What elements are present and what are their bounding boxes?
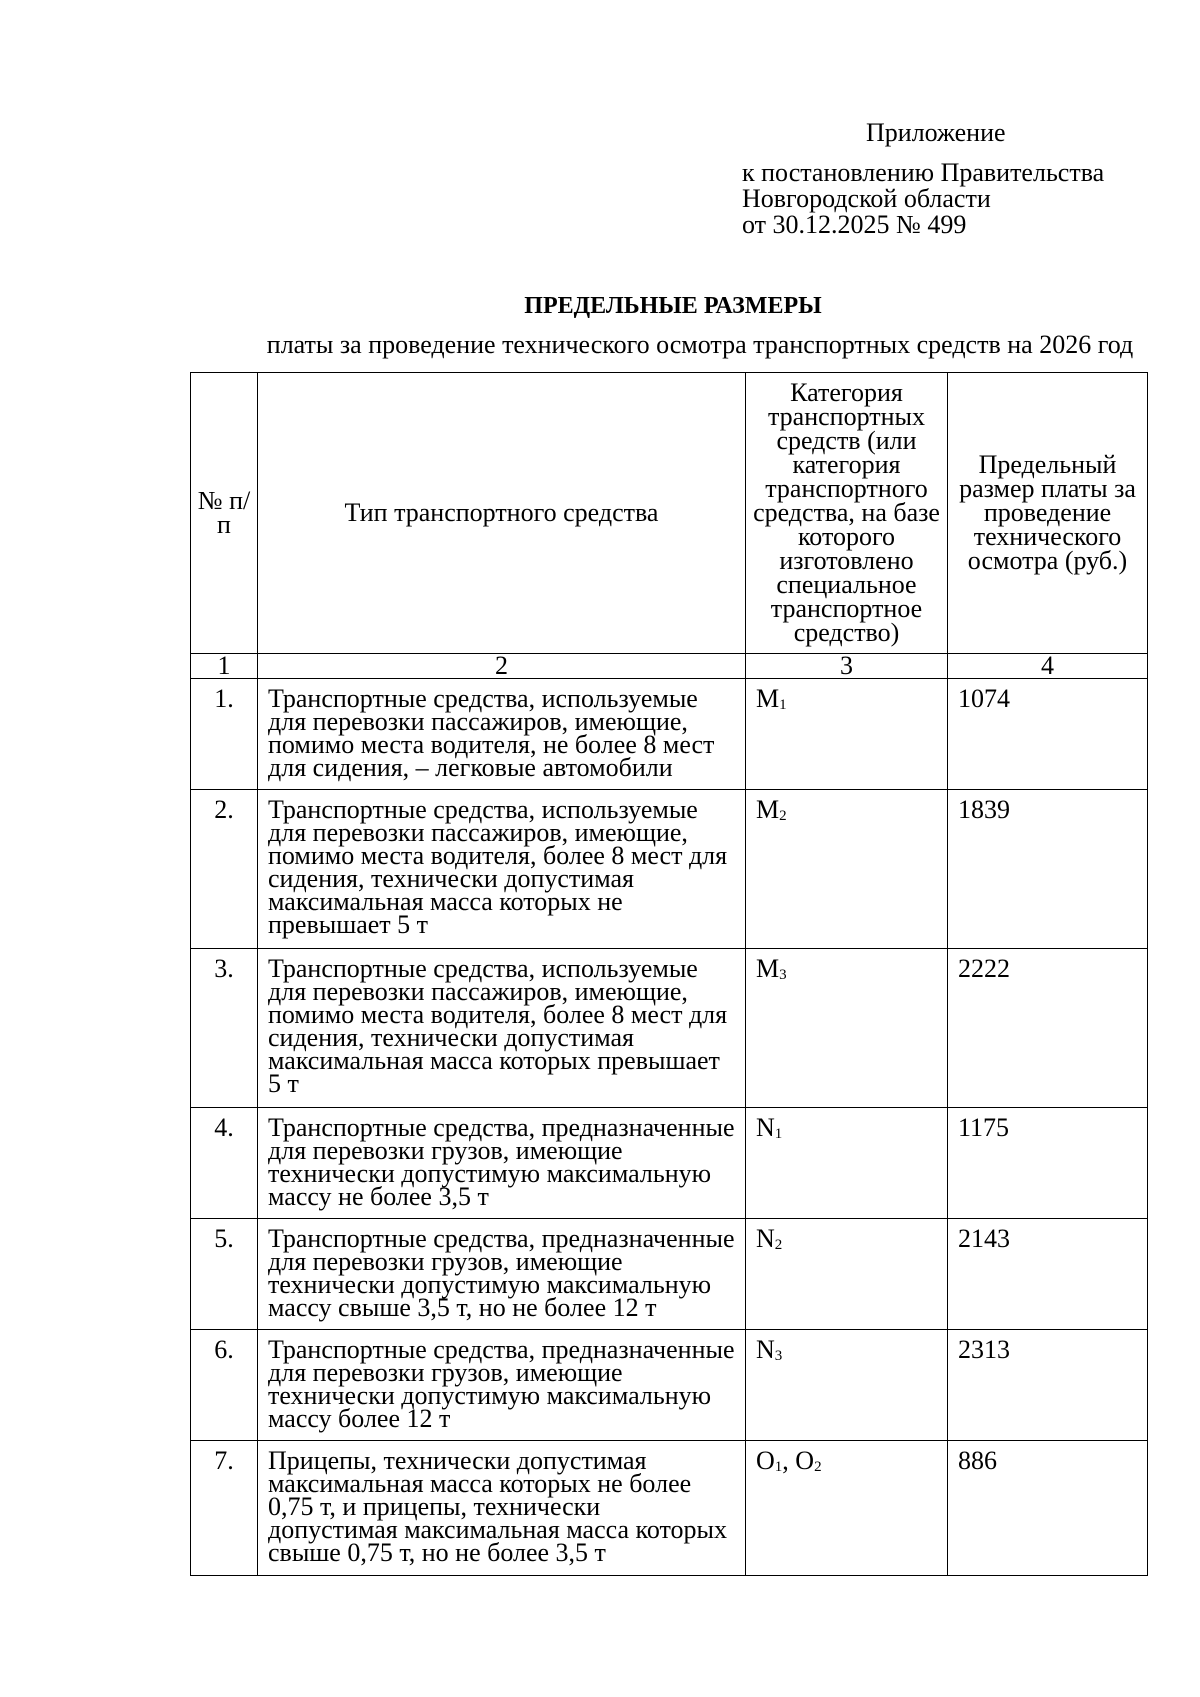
document-subtitle: платы за проведение технического осмотра транспортных средств на 2026 год (266, 330, 1134, 359)
category (746, 1441, 948, 1576)
fees-table (190, 372, 1148, 1576)
category-letter: N (756, 1224, 775, 1253)
column-number: 2 (258, 654, 746, 679)
vehicle-type: Транспортные средства, используемые для перевозки пассажиров, имеющие, помимо места водителя, не более 8 мест для сидения, – легковые автомобили (258, 679, 746, 790)
fee-value: 1839 (948, 790, 1148, 949)
category-letter: M (756, 684, 780, 713)
vehicle-type: Транспортные средства, предназначенные для перевозки грузов, имеющие технически допустимую максимальную массу свыше 3,5 т, но не более 12 т (258, 1219, 746, 1330)
vehicle-type: Транспортные средства, используемые для перевозки пассажиров, имеющие, помимо места водителя, более 8 мест для сидения, технически допустимая максимальная масса которых превышает 5 т (258, 949, 746, 1108)
category-index: 1 (774, 1459, 783, 1475)
table-row (191, 679, 1148, 790)
column-number: 3 (746, 654, 948, 679)
category-letter: M (756, 954, 780, 983)
category-index: 1 (779, 697, 787, 713)
table-row (191, 1441, 1148, 1576)
document-title: ПРЕДЕЛЬНЫЕ РАЗМЕРЫ (524, 293, 822, 319)
table-row (191, 949, 1148, 1108)
annex-label: Приложение (866, 118, 1006, 147)
column-number-row (191, 654, 1148, 679)
vehicle-type: Транспортные средства, используемые для перевозки пассажиров, имеющие, помимо места водителя, более 8 мест для сидения, технически допустимая максимальная масса которых не превышает 5 т (258, 790, 746, 949)
fee-value: 1175 (948, 1108, 1148, 1219)
fee-value: 2143 (948, 1219, 1148, 1330)
row-number: 5. (191, 1219, 258, 1330)
category (746, 1108, 948, 1219)
category-letter: O (795, 1446, 815, 1475)
header-vehicle-type: Тип транспортного средства (258, 373, 746, 654)
category-letter: N (756, 1113, 775, 1142)
category-letter: M (756, 795, 780, 824)
category-index: 2 (774, 1237, 783, 1253)
annex-region: Новгородской области (742, 184, 991, 213)
header-number: № п/п (191, 373, 258, 654)
annex-block (742, 120, 1104, 238)
row-number: 2. (191, 790, 258, 949)
fee-value: 2313 (948, 1330, 1148, 1441)
category (746, 949, 948, 1108)
fee-value: 1074 (948, 679, 1148, 790)
category-index: 3 (779, 967, 787, 983)
table-row (191, 1330, 1148, 1441)
row-number: 7. (191, 1441, 258, 1576)
category-index: 1 (774, 1126, 783, 1142)
category-index: 2 (814, 1459, 822, 1475)
header-category: Категория транспортных средств (или категория транспортного средства, на базе которого изготовлено специальное транспортное средство) (746, 373, 948, 654)
category-letter: O (756, 1446, 775, 1475)
table-header-row (191, 373, 1148, 654)
category (746, 1219, 948, 1330)
vehicle-type: Транспортные средства, предназначенные для перевозки грузов, имеющие технически допустимую максимальную массу более 12 т (258, 1330, 746, 1441)
table-row (191, 1108, 1148, 1219)
category-separator: , (782, 1446, 796, 1475)
fee-value: 886 (948, 1441, 1148, 1576)
category-letter: N (756, 1335, 775, 1364)
category (746, 790, 948, 949)
row-number: 1. (191, 679, 258, 790)
annex-resolution: к постановлению Правительства (742, 158, 1105, 187)
category-index: 2 (779, 808, 787, 824)
category (746, 679, 948, 790)
category (746, 1330, 948, 1441)
column-number: 4 (948, 654, 1148, 679)
header-fee: Предельный размер платы за проведение технического осмотра (руб.) (948, 373, 1148, 654)
fee-value: 2222 (948, 949, 1148, 1108)
annex-date-number: от 30.12.2025 № 499 (742, 210, 967, 239)
vehicle-type: Прицепы, технически допустимая максимальная масса которых не более 0,75 т, и прицепы, технически допустимая максимальная масса которых свыше 0,75 т, но не более 3,5 т (258, 1441, 746, 1576)
vehicle-type: Транспортные средства, предназначенные для перевозки грузов, имеющие технически допустимую максимальную массу не более 3,5 т (258, 1108, 746, 1219)
category-index: 3 (774, 1348, 783, 1364)
column-number: 1 (191, 654, 258, 679)
row-number: 6. (191, 1330, 258, 1441)
row-number: 3. (191, 949, 258, 1108)
table-row (191, 1219, 1148, 1330)
row-number: 4. (191, 1108, 258, 1219)
table-row (191, 790, 1148, 949)
